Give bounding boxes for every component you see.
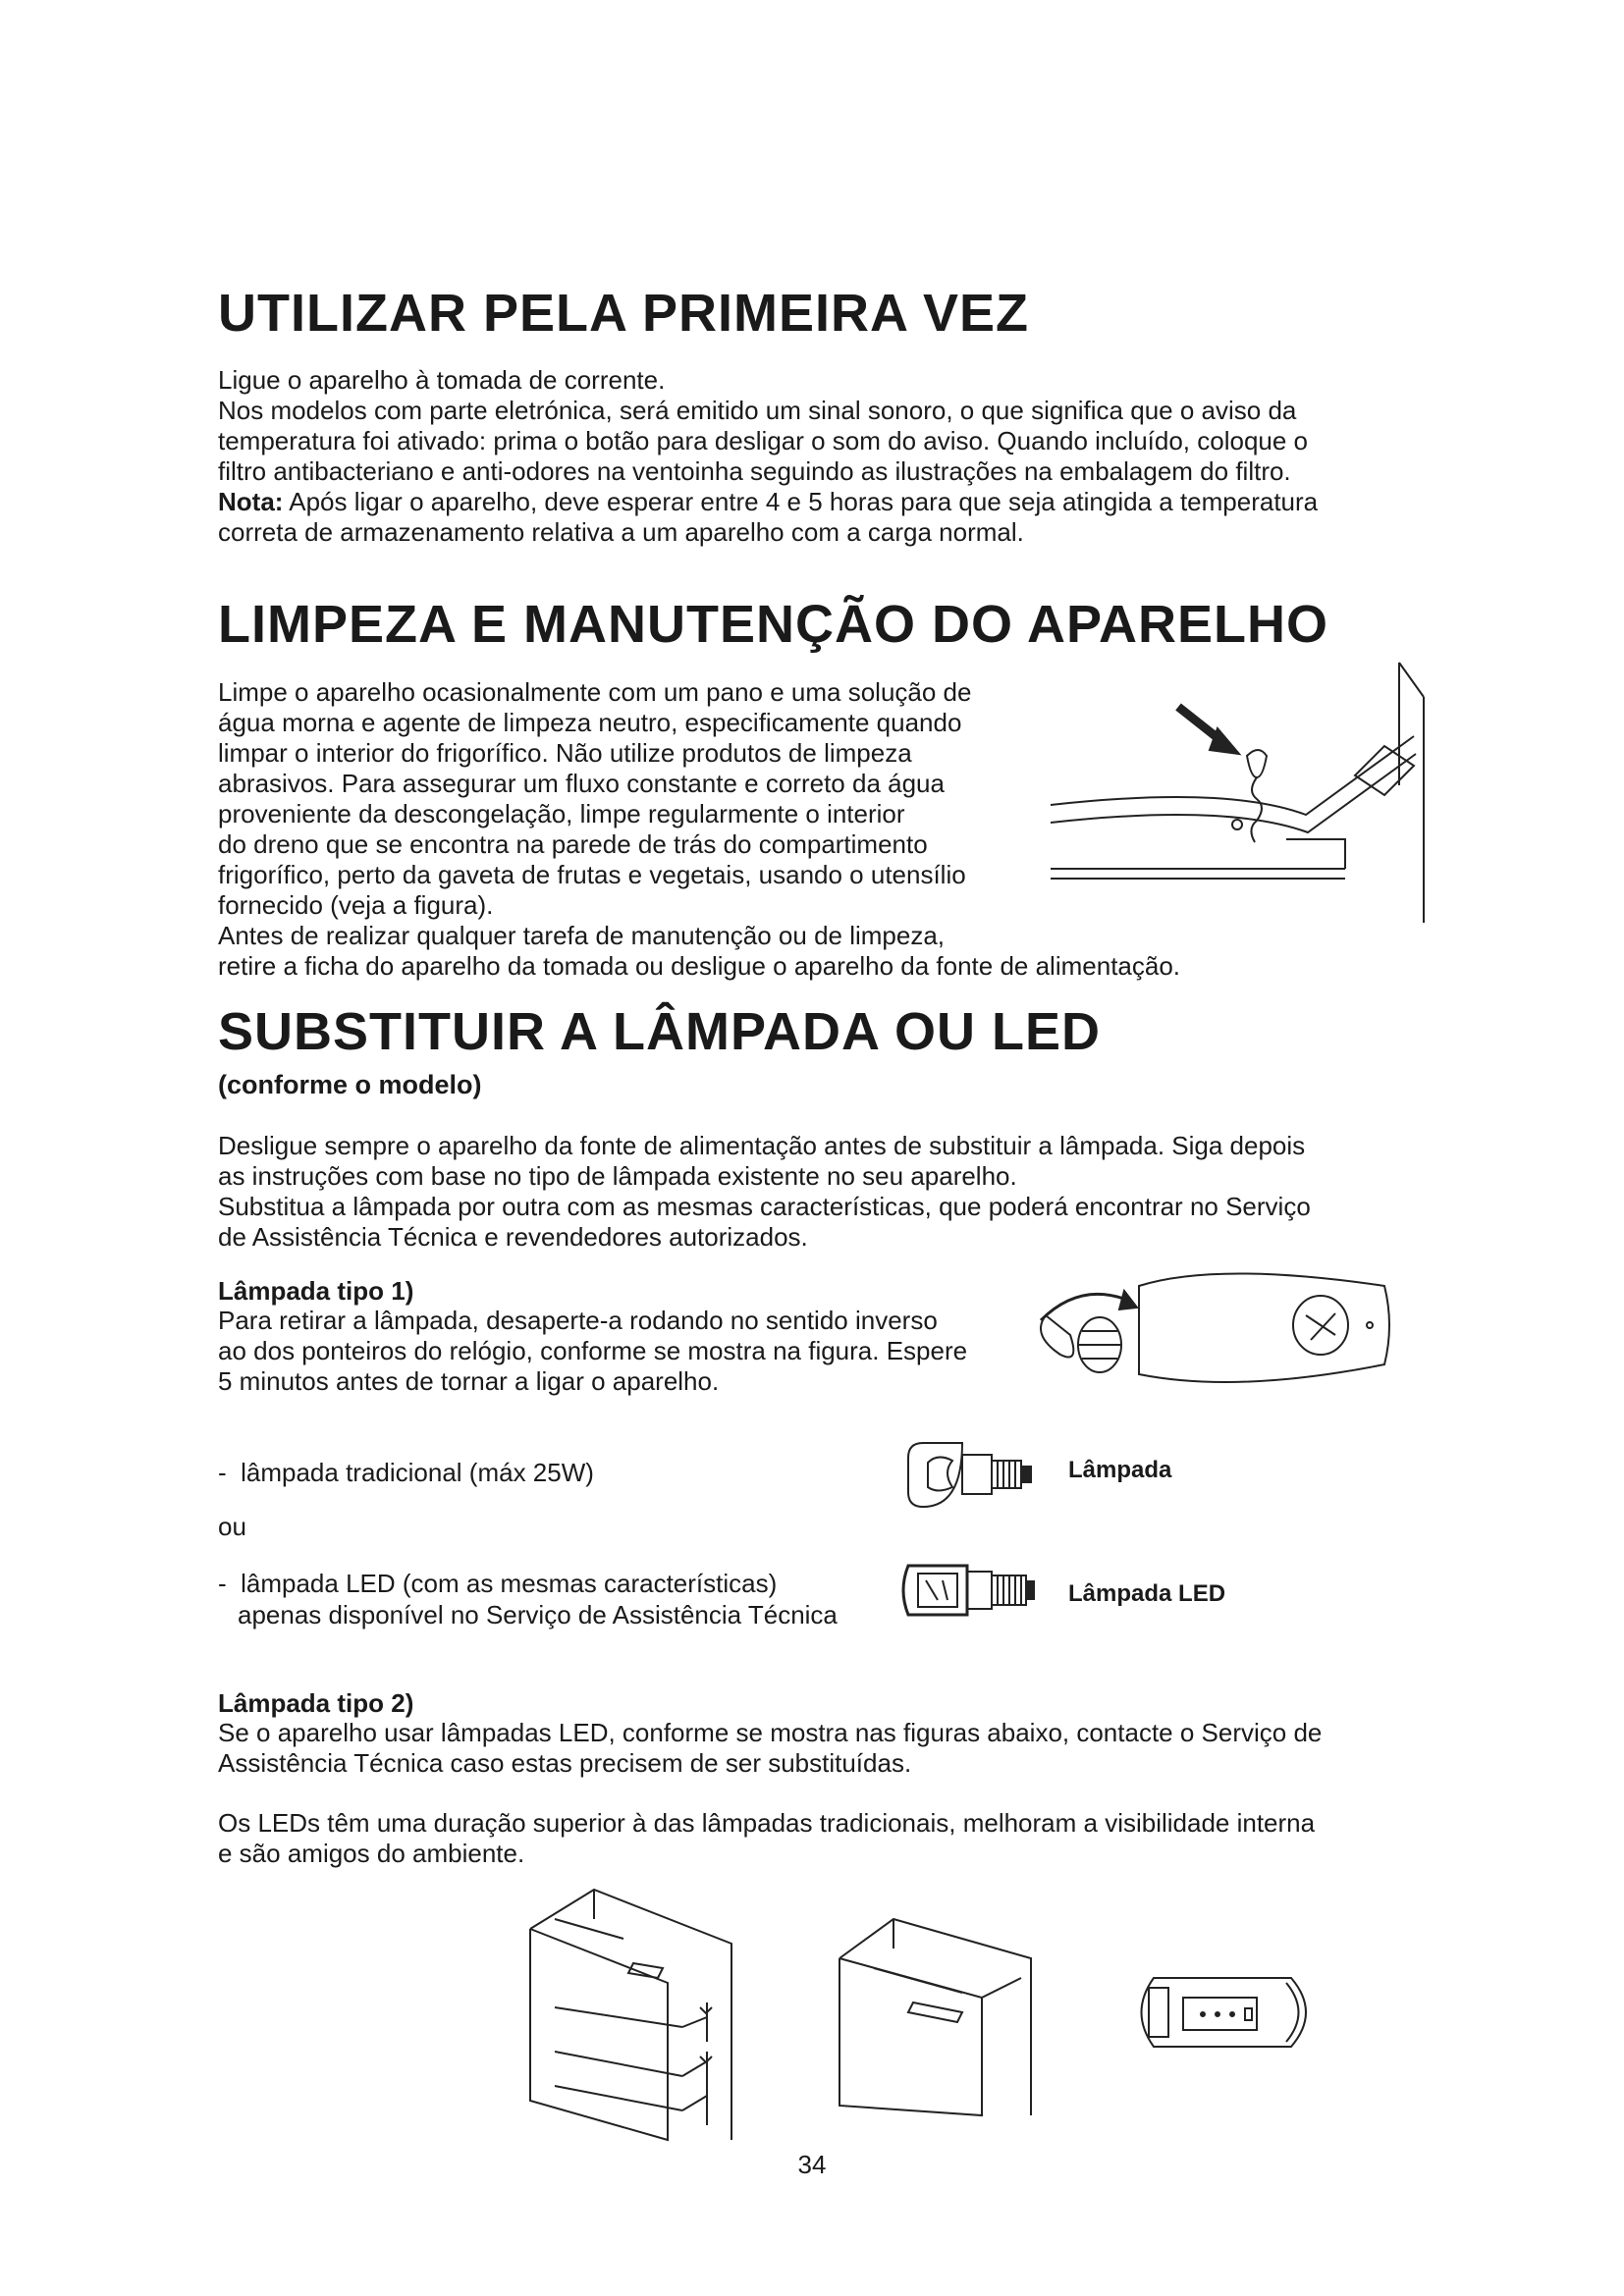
note-line bbox=[218, 487, 1426, 517]
text-line: Antes de realizar qualquer tarefa de manutenção ou de limpeza, bbox=[218, 921, 946, 950]
fridge-interior-illustration-1 bbox=[525, 1890, 741, 2145]
text-line: 5 minutos antes de tornar a ligar o aparelho. bbox=[218, 1366, 720, 1396]
lamp-housing-illustration bbox=[1021, 1266, 1394, 1394]
text-line: e são amigos do ambiente. bbox=[218, 1839, 525, 1868]
heading-lamp: SUBSTITUIR A LÂMPADA OU LED bbox=[218, 1002, 1101, 1061]
text-line: água morna e agente de limpeza neutro, especificamente quando bbox=[218, 708, 962, 737]
text-line: Desligue sempre o aparelho da fonte de alimentação antes de substituir a lâmpada. Siga depois bbox=[218, 1131, 1306, 1160]
type1-title: Lâmpada tipo 1) bbox=[218, 1276, 414, 1306]
option-traditional: - lâmpada tradicional (máx 25W) bbox=[218, 1458, 594, 1487]
note-label: Nota: bbox=[218, 487, 284, 516]
type2-body-2 bbox=[218, 1808, 1445, 1869]
led-module-illustration bbox=[1129, 1973, 1326, 2052]
text-line: fornecido (veja a figura). bbox=[218, 890, 494, 920]
text-line: proveniente da descongelação, limpe regularmente o interior bbox=[218, 799, 905, 828]
led-bulb-illustration bbox=[898, 1556, 1046, 1625]
page-number: 34 bbox=[797, 2150, 827, 2179]
or-text: ou bbox=[218, 1512, 246, 1541]
text-line: abrasivos. Para assegurar um fluxo constante e correto da água bbox=[218, 769, 945, 798]
label-led: Lâmpada LED bbox=[1068, 1580, 1226, 1607]
text-line: de Assistência Técnica e revendedores autorizados. bbox=[218, 1222, 808, 1252]
text-line: as instruções com base no tipo de lâmpada existente no seu aparelho. bbox=[218, 1161, 1017, 1191]
text-line: Ligue o aparelho à tomada de corrente. bbox=[218, 365, 666, 395]
text-line: frigorífico, perto da gaveta de frutas e vegetais, usando o utensílio bbox=[218, 860, 966, 889]
text-line: filtro antibacteriano e anti-odores na ventoinha seguindo as ilustrações na embalagem do filtro. bbox=[218, 456, 1291, 486]
text-line: Os LEDs têm uma duração superior à das lâmpadas tradicionais, melhoram a visibilidade interna bbox=[218, 1808, 1316, 1838]
label-bulb: Lâmpada bbox=[1068, 1457, 1172, 1483]
text-line: Para retirar a lâmpada, desaperte-a rodando no sentido inverso bbox=[218, 1306, 938, 1335]
type2-body bbox=[218, 1718, 1445, 1779]
drain-tool-illustration bbox=[1051, 658, 1424, 923]
fridge-interior-illustration-2 bbox=[835, 1919, 1051, 2115]
option-led: - lâmpada LED (com as mesmas características) bbox=[218, 1569, 778, 1598]
first-use-body bbox=[218, 365, 1426, 548]
text-line: Assistência Técnica caso estas precisem de ser substituídas. bbox=[218, 1748, 912, 1778]
text-line: do dreno que se encontra na parede de trás do compartimento bbox=[218, 829, 928, 859]
text-line: Substitua a lâmpada por outra com as mesmas características, que poderá encontrar no Serviço bbox=[218, 1192, 1311, 1221]
text-line: correta de armazenamento relativa a um aparelho com a carga normal. bbox=[218, 517, 1024, 547]
type2-title: Lâmpada tipo 2) bbox=[218, 1688, 414, 1718]
text-line: Nos modelos com parte eletrónica, será emitido um sinal sonoro, o que significa que o aviso da bbox=[218, 396, 1297, 425]
text-line: limpar o interior do frigorífico. Não utilize produtos de limpeza bbox=[218, 738, 912, 768]
text-line: Se o aparelho usar lâmpadas LED, conforme se mostra nas figuras abaixo, contacte o Serviço de bbox=[218, 1718, 1323, 1747]
note-text: Após ligar o aparelho, deve esperar entre 4 e 5 horas para que seja atingida a temperatura bbox=[283, 487, 1319, 516]
text-line: retire a ficha do aparelho da tomada ou desligue o aparelho da fonte de alimentação. bbox=[218, 951, 1181, 981]
bulb-illustration bbox=[903, 1443, 1051, 1507]
text-line: ao dos ponteiros do relógio, conforme se mostra na figura. Espere bbox=[218, 1336, 968, 1365]
option-led-note: apenas disponível no Serviço de Assistência Técnica bbox=[238, 1600, 838, 1629]
text-line: temperatura foi ativado: prima o botão para desligar o som do aviso. Quando incluído, coloque o bbox=[218, 426, 1309, 455]
lamp-body bbox=[218, 1131, 1445, 1253]
text-line: Limpe o aparelho ocasionalmente com um pano e uma solução de bbox=[218, 677, 972, 707]
heading-cleaning: LIMPEZA E MANUTENÇÃO DO APARELHO bbox=[218, 595, 1328, 654]
type1-body bbox=[218, 1306, 1062, 1397]
subheading-model: (conforme o modelo) bbox=[218, 1070, 482, 1099]
heading-first-use: UTILIZAR PELA PRIMEIRA VEZ bbox=[218, 284, 1030, 343]
